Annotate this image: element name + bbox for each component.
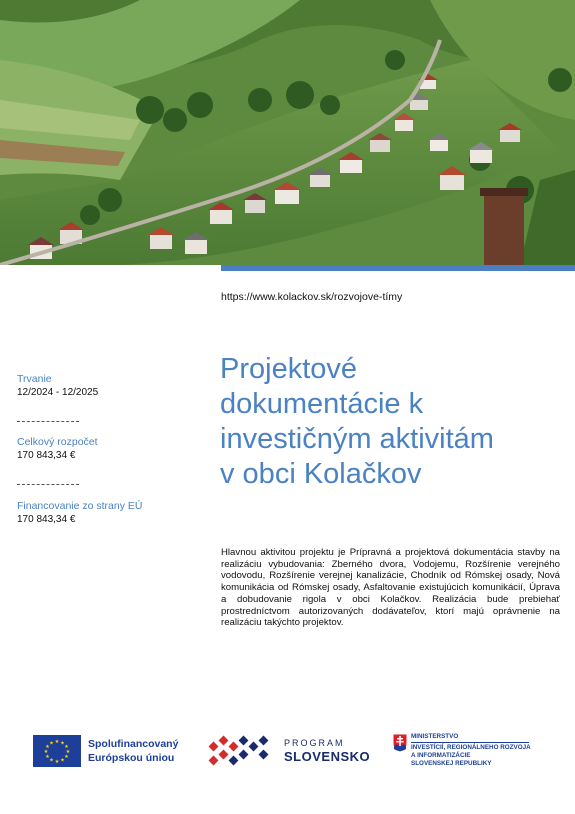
eu-cofinanced-text <box>88 738 178 765</box>
eu-funding-value: 170 843,34 € <box>17 514 76 525</box>
title-line: Projektové <box>220 353 358 385</box>
svg-text:★: ★ <box>45 754 50 760</box>
svg-text:★: ★ <box>54 739 60 745</box>
svg-text:★: ★ <box>45 744 50 750</box>
project-url: https://www.kolackov.sk/rozvojove-tímy <box>221 291 403 303</box>
svg-text:★: ★ <box>60 757 65 764</box>
page-title <box>220 352 560 492</box>
ministry-line: A INFORMATIZÁCIE <box>411 752 471 759</box>
slovak-coat-of-arms-icon <box>392 733 408 758</box>
duration-label: Trvanie <box>17 373 52 385</box>
title-line: dokumentácie k <box>220 388 424 420</box>
budget-label: Celkový rozpočet <box>17 436 98 448</box>
separator <box>17 484 79 485</box>
budget-value: 170 843,34 € <box>17 450 76 461</box>
ministry-line: INVESTÍCIÍ, REGIONÁLNEHO ROZVOJA <box>411 744 531 751</box>
svg-text:★: ★ <box>64 754 69 760</box>
footer-logos <box>0 725 575 785</box>
ministry-name <box>411 733 531 768</box>
duration-block <box>17 373 197 399</box>
program-label: PROGRAM <box>284 738 345 748</box>
svg-text:★: ★ <box>60 740 65 747</box>
ministry-line: MINISTERSTVO <box>411 733 459 740</box>
eu-funding-label: Financovanie zo strany EÚ <box>17 500 143 512</box>
separator <box>17 421 79 422</box>
svg-text:★: ★ <box>43 749 49 755</box>
duration-value: 12/2024 - 12/2025 <box>17 387 99 398</box>
svg-text:★: ★ <box>64 744 69 750</box>
budget-block <box>17 436 197 462</box>
program-slovensko-logo-icon <box>208 733 278 776</box>
eu-funding-block <box>17 500 197 526</box>
svg-text:★: ★ <box>65 749 71 755</box>
eu-line: Spolufinancovaný <box>88 738 179 750</box>
title-line: investičným aktivitám <box>220 423 494 455</box>
eu-flag-icon <box>33 735 81 767</box>
project-description: Hlavnou aktivitou projektu je Prípravná a projektová dokumentácia stavby na realizáciu vybudovania: Zberného dvora, Vodojemu, Rozšírenie verejného vodovodu, Rozšírenie verejnej kanalizácie, Chodník od Rómskej osady, Nová komunikácia od Rómskej osady, Asfaltovanie existujúcich komunikácií, Úprava a dobudovanie rigola v obci Kolačkov. Realizácia bude prebiehať prostredníctvom autorizovaných dodávateľov, ktorí majú oprávnenie na realizáciu takýchto projektov. <box>221 547 560 629</box>
svg-text:★: ★ <box>49 757 54 764</box>
title-line: v obci Kolačkov <box>220 458 422 490</box>
eu-line: Európskou úniou <box>88 751 175 764</box>
hero-village-photo <box>0 0 575 265</box>
ministry-divider <box>411 742 529 743</box>
svg-text:★: ★ <box>49 740 54 747</box>
svg-text:★: ★ <box>54 759 60 765</box>
accent-bar <box>221 265 575 271</box>
slovensko-label: SLOVENSKO <box>284 749 371 764</box>
ministry-line: SLOVENSKEJ REPUBLIKY <box>411 760 492 767</box>
